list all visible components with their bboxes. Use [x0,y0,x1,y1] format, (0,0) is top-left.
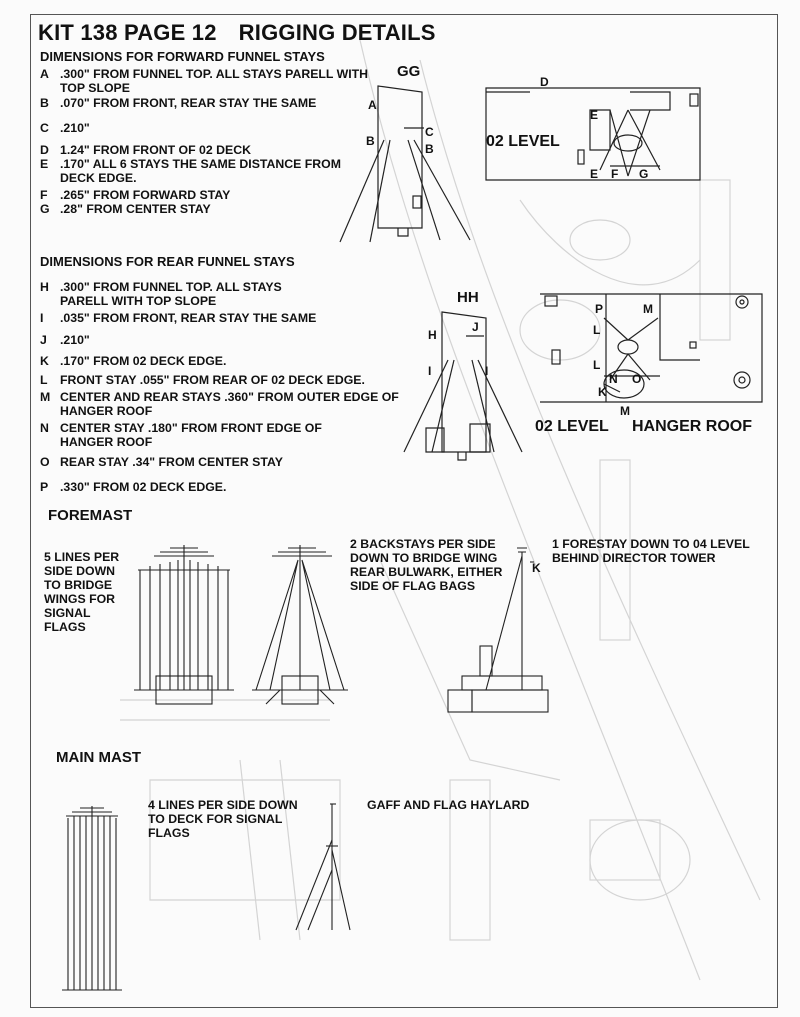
list-item [40,144,420,158]
kit-page-label: KIT 138 PAGE 12 [38,20,217,45]
rear-plan-label: L [593,358,601,372]
item-key: H [40,280,49,294]
rear-plan-label: P [595,302,604,316]
rear-plan-label: K [598,385,607,399]
list-item [40,158,420,186]
item-text: .210" [60,121,90,135]
rear-plan-label: O [632,372,642,386]
main-mast-note-gaff: GAFF AND FLAG HAYLARD [367,798,530,812]
item-key: N [40,421,49,435]
hh-title: HH [457,289,479,306]
item-text: .070" FROM FRONT, REAR STAY THE SAME [60,96,317,110]
list-item [40,422,420,450]
item-text: 1.24" FROM FRONT OF 02 DECK [60,143,251,157]
list-item [40,97,420,111]
item-key: A [40,67,49,81]
list-item [40,481,420,495]
list-item [40,355,420,369]
rear-plan-02-level-title: 02 LEVEL [535,418,609,435]
item-text: REAR STAY .34" FROM CENTER STAY [60,455,283,469]
hh-label: H [428,328,437,342]
list-item [40,312,420,326]
item-key: E [40,157,49,171]
item-key: C [40,121,49,135]
item-text: .300" FROM FUNNEL TOP. ALL STAYS PARELL WITH TOP SLOPE [60,280,282,308]
level02-label: E [590,108,599,122]
list-item [40,68,420,96]
list-item [40,189,420,203]
item-text: .170" ALL 6 STAYS THE SAME DISTANCE FROM DECK EDGE. [60,157,341,185]
item-key: I [40,311,44,325]
rear-plan-label: M [643,302,653,316]
gg-label: A [368,98,377,112]
hanger-roof-title: HANGER ROOF [632,418,752,435]
item-key: L [40,373,48,387]
main-mast-note-signal-lines: 4 LINES PER SIDE DOWN TO DECK FOR SIGNAL FLAGS [148,798,298,840]
level02-label: E [590,167,599,181]
item-key: G [40,202,50,216]
foremast-note-backstays: 2 BACKSTAYS PER SIDE DOWN TO BRIDGE WING REAR BULWARK, EITHER SIDE OF FLAG BAGS [350,537,503,593]
hh-label: J [472,320,479,334]
item-key: B [40,96,49,110]
hh-label: I [428,364,432,378]
item-text: .28" FROM CENTER STAY [60,202,211,216]
list-item [40,391,420,419]
item-text: .300" FROM FUNNEL TOP. ALL STAYS PARELL WITH TOP SLOPE [60,67,369,95]
level-02-title: 02 LEVEL [486,133,560,150]
item-text: .265" FROM FORWARD STAY [60,188,231,202]
item-key: D [40,143,49,157]
list-item [40,334,420,348]
item-text: .330" FROM 02 DECK EDGE. [60,480,227,494]
list-item [40,122,420,136]
rear-plan-label: M [620,404,630,418]
main-mast-heading: MAIN MAST [56,749,141,766]
title-subject: RIGGING DETAILS [238,20,436,45]
list-item [40,374,420,388]
item-text: .170" FROM 02 DECK EDGE. [60,354,227,368]
page-title [38,20,458,46]
list-item [40,456,420,470]
item-key: P [40,480,49,494]
hh-label: I [485,364,489,378]
rear-funnel-heading: DIMENSIONS FOR REAR FUNNEL STAYS [40,254,295,269]
foremast-note-forestay: 1 FORESTAY DOWN TO 04 LEVEL BEHIND DIRECTOR TOWER [552,537,750,565]
forward-funnel-heading: DIMENSIONS FOR FORWARD FUNNEL STAYS [40,49,325,64]
level02-label: D [540,75,549,89]
forestay-k-label: K [532,561,541,575]
foremast-heading: FOREMAST [48,507,133,524]
item-key: K [40,354,49,368]
rear-plan-label: N [609,372,618,386]
item-text: FRONT STAY .055" FROM REAR OF 02 DECK EDGE. [60,373,365,387]
item-key: M [40,390,51,404]
foremast-note-signal-lines: 5 LINES PER SIDE DOWN TO BRIDGE WINGS FOR SIGNAL FLAGS [44,550,120,634]
item-text: CENTER AND REAR STAYS .360" FROM OUTER EDGE OF HANGER ROOF [60,390,399,418]
item-text: .035" FROM FRONT, REAR STAY THE SAME [60,311,317,325]
item-key: F [40,188,48,202]
list-item [40,281,420,309]
gg-label: B [366,134,375,148]
item-text: .210" [60,333,90,347]
gg-label: C [425,125,434,139]
gg-label: B [425,142,434,156]
item-text: CENTER STAY .180" FROM FRONT EDGE OF HANGER ROOF [60,421,322,449]
gg-title: GG [397,63,421,80]
level02-label: F [611,167,619,181]
level02-label: G [639,167,649,181]
item-key: J [40,333,47,347]
item-key: O [40,455,50,469]
rear-plan-label: L [593,323,601,337]
list-item [40,203,420,217]
